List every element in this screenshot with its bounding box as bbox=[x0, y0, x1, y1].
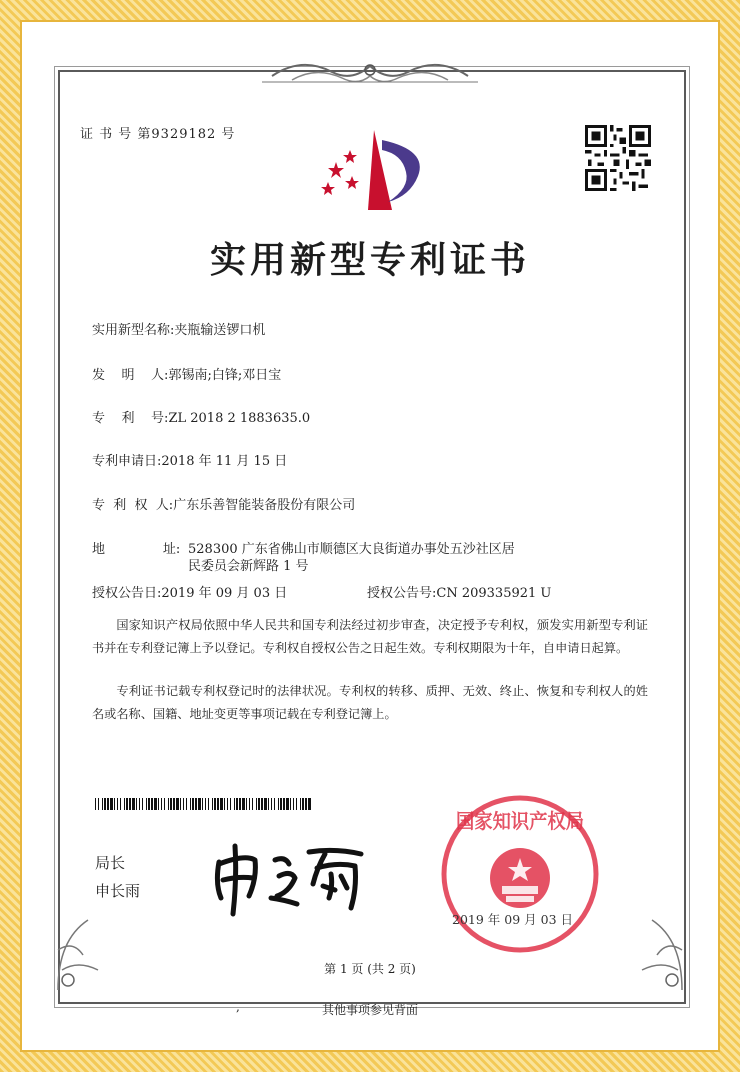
grant-publication-number-label: 授权公告号: bbox=[367, 586, 437, 601]
utility-model-name: 夹瓶输送锣口机 bbox=[174, 323, 266, 338]
address-line-1: 528300 广东省佛山市顺德区大良街道办事处五沙社区居 bbox=[188, 542, 515, 557]
director-title: 局长 bbox=[95, 854, 126, 872]
patentee-label: 专 利 权 人: bbox=[92, 498, 174, 513]
utility-model-name-label: 实用新型名称: bbox=[92, 323, 175, 338]
certificate-number: 证 书 号 第9329182 号 bbox=[80, 127, 236, 142]
inventor-label: 发 明 人: bbox=[92, 368, 169, 383]
page-info: 第 1 页 (共 2 页) bbox=[324, 962, 416, 976]
director-name: 申长雨 bbox=[95, 882, 141, 900]
legal-status-paragraph: 专利证书记载专利权登记时的法律状况。专利权的转移、质押、无效、终止、恢复和专利权人的姓名或名称、国籍、地址变更等事项记载在专利登记簿上。 bbox=[92, 684, 648, 721]
seal-date: 2019 年 09 月 03 日 bbox=[452, 912, 573, 927]
seal-text: 国家知识产权局 bbox=[456, 809, 584, 833]
bottom-right-ornament-icon bbox=[622, 900, 692, 1000]
top-ornament-icon bbox=[262, 56, 478, 90]
grant-publication-number: CN 209335921 U bbox=[436, 586, 552, 601]
grant-statement-paragraph: 国家知识产权局依照中华人民共和国专利法经过初步审查，决定授予专利权，颁发实用新型专利证书并在专利登记簿上予以登记。专利权自授权公告之日起生效。专利权期限为十年，自申请日起算。 bbox=[92, 618, 648, 655]
application-date-row bbox=[92, 452, 287, 472]
official-seal-icon bbox=[438, 792, 602, 956]
patent-number: ZL 2018 2 1883635.0 bbox=[168, 411, 311, 426]
director-signature-icon bbox=[205, 838, 375, 918]
patentee-name: 广东乐善智能装备股份有限公司 bbox=[173, 498, 356, 513]
address-line-2: 民委员会新辉路 1 号 bbox=[188, 559, 309, 574]
address-label: 地 址: bbox=[92, 542, 181, 557]
grant-publication-date: 2019 年 09 月 03 日 bbox=[161, 586, 288, 601]
grant-publication-date-row bbox=[92, 582, 287, 601]
application-date: 2018 年 11 月 15 日 bbox=[161, 454, 288, 469]
bottom-left-ornament-icon bbox=[48, 900, 118, 1000]
footer-note: 其他事项参见背面 bbox=[321, 1003, 418, 1017]
patent-number-label: 专 利 号: bbox=[92, 411, 169, 426]
patentee-row bbox=[92, 496, 355, 516]
footer-mark: , bbox=[236, 1000, 240, 1014]
inventor-names: 郭锡南;白锋;邓日宝 bbox=[168, 368, 282, 383]
cnipa-logo-icon bbox=[318, 126, 428, 216]
application-date-label: 专利申请日: bbox=[92, 454, 162, 469]
grant-publication-date-label: 授权公告日: bbox=[92, 586, 162, 601]
patent-number-row bbox=[92, 409, 310, 429]
grant-publication-number-row bbox=[367, 582, 551, 601]
inventor-row bbox=[92, 366, 281, 386]
qr-code-icon bbox=[582, 125, 654, 191]
utility-model-name-row bbox=[92, 321, 265, 341]
barcode-icon bbox=[95, 798, 312, 810]
certificate-title: 实用新型专利证书 bbox=[209, 240, 530, 281]
